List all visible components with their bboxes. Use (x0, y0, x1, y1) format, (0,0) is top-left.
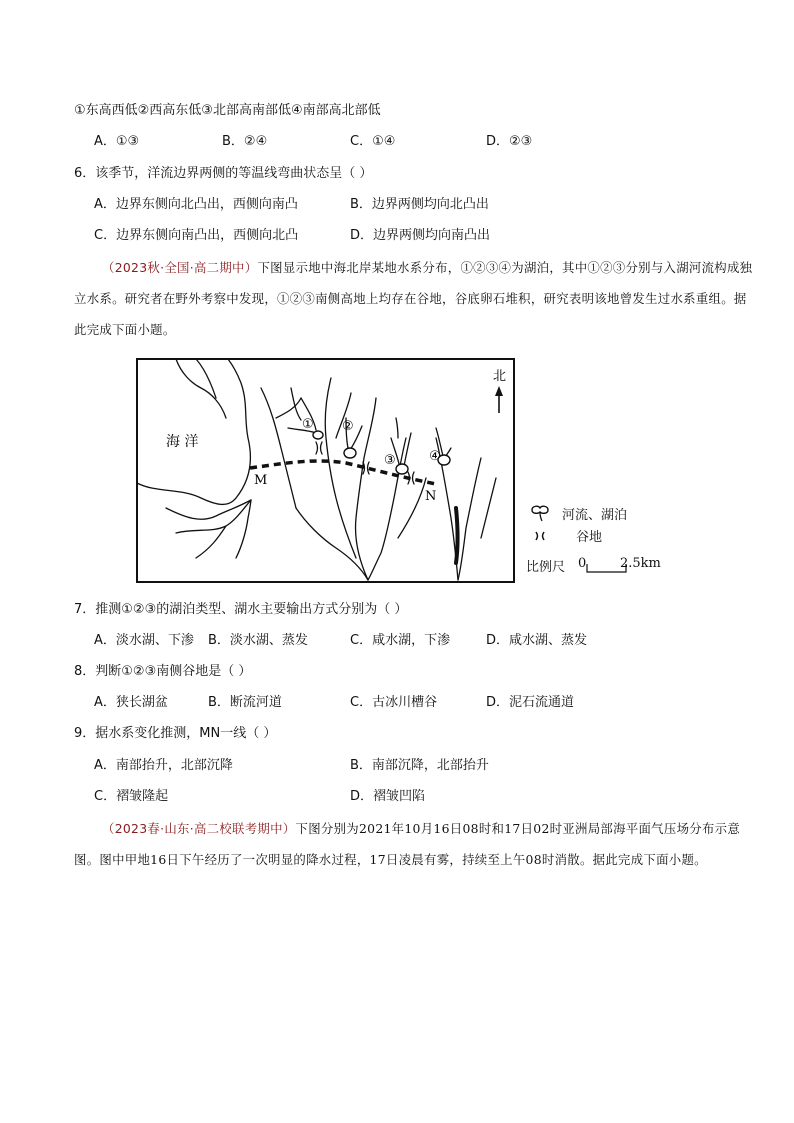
legend-valley-icon-left (536, 532, 538, 540)
q8-option-b[interactable]: B．断流河道 (208, 695, 282, 710)
map-legend (526, 500, 686, 580)
q7-option-d[interactable]: D．咸水湖、蒸发 (486, 633, 588, 648)
q6-stem: 6．该季节，洋流边界两侧的等温线弯曲状态呈（ ） (74, 166, 373, 181)
lake-2-label: ② (342, 419, 354, 434)
passage-2-source: （2023春·山东·高二校联考期中） (102, 821, 296, 836)
q5-option-b[interactable]: B．②④ (222, 134, 268, 149)
point-m-label: M (254, 473, 268, 488)
q7-option-b[interactable]: B．淡水湖、蒸发 (208, 633, 308, 648)
q5-option-a[interactable]: A．①③ (94, 134, 140, 149)
passage-1-source: （2023秋·全国·高二期中） (102, 260, 258, 275)
q8-option-c[interactable]: C．古冰川槽谷 (350, 695, 438, 710)
point-n-label: N (425, 489, 437, 504)
lake-1-label: ① (302, 417, 314, 432)
north-label: 北 (493, 369, 507, 384)
lake-3 (396, 464, 408, 474)
q5-statements: ①东高西低②西高东低③北部高南部低④南部高北部低 (74, 103, 381, 118)
river-system-map (136, 358, 516, 584)
lake-2 (344, 448, 356, 458)
q9-option-a[interactable]: A．南部抬升，北部沉降 (94, 758, 233, 773)
legend-valley-icon-right (543, 532, 545, 540)
q7-option-c[interactable]: C．咸水湖，下渗 (350, 633, 451, 648)
lake-4-label: ④ (429, 449, 441, 464)
passage-2-text: 下图分别为2021年10月16日08时和17日02时亚洲局部海平面气压场分布示意图。图中甲地16日下午经历了一次明显的降水过程，17日凌晨有雾，持续至上午08时消散。据此完成下面小题。 (74, 821, 741, 867)
q6-option-a[interactable]: A．边界东侧向北凸出，西侧向南凸 (94, 197, 298, 212)
scale-zero: 0 (578, 556, 587, 571)
q9-option-c[interactable]: C．褶皱隆起 (94, 789, 169, 804)
q9-option-b[interactable]: B．南部沉降，北部抬升 (350, 758, 489, 773)
scale-label: 比例尺 (526, 560, 566, 575)
q5-option-d[interactable]: D．②③ (486, 134, 533, 149)
legend-river-lake-label: 河流、湖泊 (562, 508, 628, 523)
lake-1 (313, 431, 323, 439)
q6-option-c[interactable]: C．边界东侧向南凸出，西侧向北凸 (94, 228, 299, 243)
legend-symbols (526, 500, 566, 550)
passage-1-text: 下图显示地中海北岸某地水系分布，①②③④为湖泊，其中①②③分别与入湖河流构成独立水系。研究者在野外考察中发现，①②③南侧高地上均存在谷地，谷底卵石堆积，研究表明该地曾发生过水系重组。据此完成下面小题。 (74, 260, 753, 337)
q9-option-d[interactable]: D．褶皱凹陷 (350, 789, 426, 804)
q6-option-b[interactable]: B．边界两侧均向北凸出 (350, 197, 489, 212)
q8-option-d[interactable]: D．泥石流通道 (486, 695, 575, 710)
q6-option-d[interactable]: D．边界两侧均向南凸出 (350, 228, 491, 243)
q8-stem: 8．判断①②③南侧谷地是（ ） (74, 664, 252, 679)
scale-value: 2.5km (620, 556, 661, 571)
q7-option-a[interactable]: A．淡水湖、下渗 (94, 633, 194, 648)
legend-valley-label: 谷地 (576, 530, 603, 545)
q8-option-a[interactable]: A．狭长湖盆 (94, 695, 168, 710)
passage-2 (74, 813, 754, 875)
sea-label: 海 洋 (166, 434, 199, 450)
q9-stem: 9．据水系变化推测，MN一线（ ） (74, 726, 277, 741)
passage-1 (74, 252, 754, 345)
lake-3-label: ③ (384, 453, 396, 468)
q5-option-c[interactable]: C．①④ (350, 134, 396, 149)
q7-stem: 7．推测①②③的湖泊类型、湖水主要输出方式分别为（ ） (74, 602, 408, 617)
